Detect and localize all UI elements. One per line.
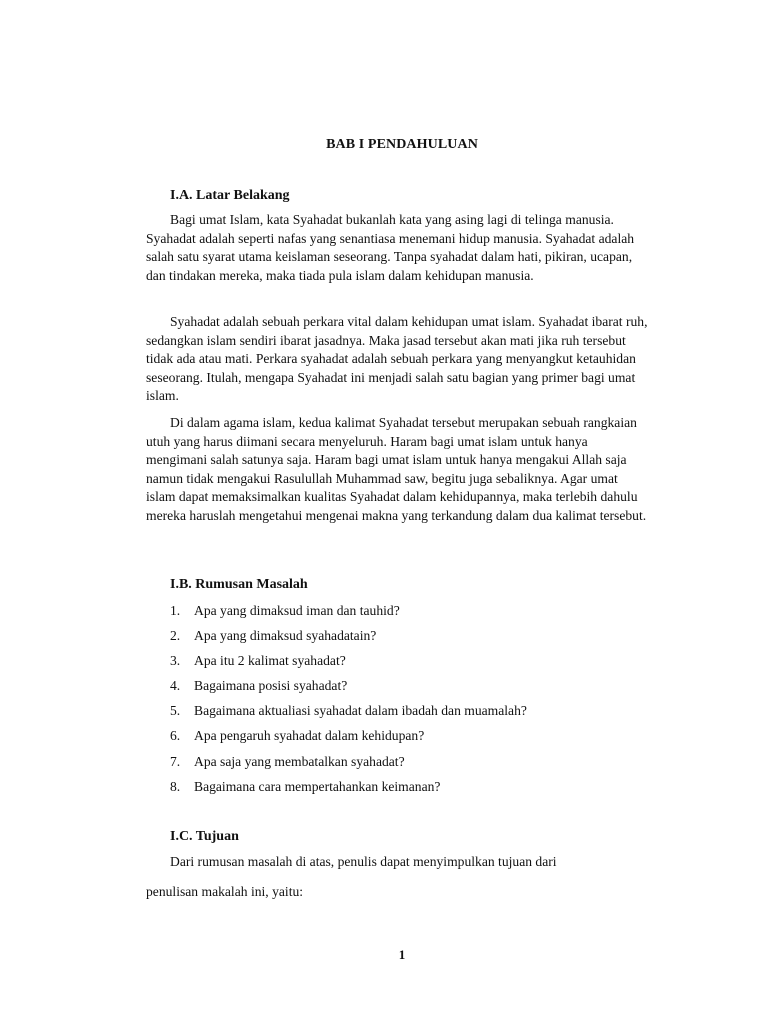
list-item-number: 6. xyxy=(170,728,181,744)
paragraph-3: Di dalam agama islam, kedua kalimat Syahadat tersebut merupakan sebuah rangkaian utuh yang harus diimani secara menyeluruh. Haram bagi umat islam untuk hanya mengimani salah satunya saja. Haram bagi umat islam untuk hanya mengakui Allah saja namun tidak mengakui Rasulullah Muhammad saw, begitu juga sebaliknya. Agar umat islam dapat memaksimalkan kualitas Syahadat dalam kehidupannya, maka terlebih dahulu mereka haruslah mengetahui mengenai makna yang terkandung dalam dua kalimat tersebut. xyxy=(146,415,647,523)
list-item-number: 1. xyxy=(170,603,181,618)
list-item xyxy=(170,678,527,703)
list-item xyxy=(170,779,527,804)
section-heading-latar-belakang: I.A. Latar Belakang xyxy=(170,188,290,203)
list-item-text: Bagaimana posisi syahadat? xyxy=(194,678,348,694)
list-item xyxy=(170,703,527,728)
list-item xyxy=(170,728,527,753)
list-item-text: Apa yang dimaksud syahadatain? xyxy=(194,628,377,644)
list-item-number: 2. xyxy=(170,628,181,644)
list-item-text: Apa yang dimaksud iman dan tauhid? xyxy=(194,603,400,618)
list-item-number: 4. xyxy=(170,678,181,694)
list-item xyxy=(170,628,527,653)
list-item-number: 5. xyxy=(170,703,181,719)
list-item-text: Apa itu 2 kalimat syahadat? xyxy=(194,653,346,669)
paragraph-1: Bagi umat Islam, kata Syahadat bukanlah kata yang asing lagi di telinga manusia. Syahadat adalah seperti nafas yang senantiasa menemani hidup manusia. Syahadat adalah salah satu syarat utama keislaman seseorang. Tanpa syahadat dalam hati, pikiran, ucapan, dan tindakan mereka, maka tiada pula islam dalam kehidupan manusia. xyxy=(146,212,635,283)
list-item-text: Apa pengaruh syahadat dalam kehidupan? xyxy=(194,728,425,744)
list-item xyxy=(170,653,527,678)
section-heading-tujuan: I.C. Tujuan xyxy=(170,829,239,844)
list-item-text: Apa saja yang membatalkan syahadat? xyxy=(194,753,405,769)
list-item-number: 8. xyxy=(170,778,181,794)
section-heading-rumusan-masalah: I.B. Rumusan Masalah xyxy=(170,577,308,592)
problem-list xyxy=(170,603,527,804)
chapter-title: BAB I PENDAHULUAN xyxy=(326,137,478,152)
tujuan-line-2: penulisan makalah ini, yaitu: xyxy=(146,884,304,899)
list-item-text: Bagaimana cara mempertahankan keimanan? xyxy=(194,778,441,794)
list-item xyxy=(170,754,527,779)
list-item xyxy=(170,603,527,628)
page-number: 1 xyxy=(398,947,406,962)
list-item-number: 7. xyxy=(170,753,181,769)
list-item-text: Bagaimana aktualiasi syahadat dalam ibadah dan muamalah? xyxy=(194,703,527,719)
tujuan-line-1: Dari rumusan masalah di atas, penulis dapat menyimpulkan tujuan dari xyxy=(170,854,557,869)
paragraph-2: Syahadat adalah sebuah perkara vital dalam kehidupan umat islam. Syahadat ibarat ruh, sedangkan islam sendiri ibarat jasadnya. Maka jasad tersebut akan mati jika ruh tersebut tidak ada atau mati. Perkara syahadat adalah sebuah perkara yang menyangkut ketauhidan seseorang. Itulah, mengapa Syahadat ini menjadi salah satu bagian yang primer bagi umat islam. xyxy=(146,314,648,404)
list-item-number: 3. xyxy=(170,653,181,669)
